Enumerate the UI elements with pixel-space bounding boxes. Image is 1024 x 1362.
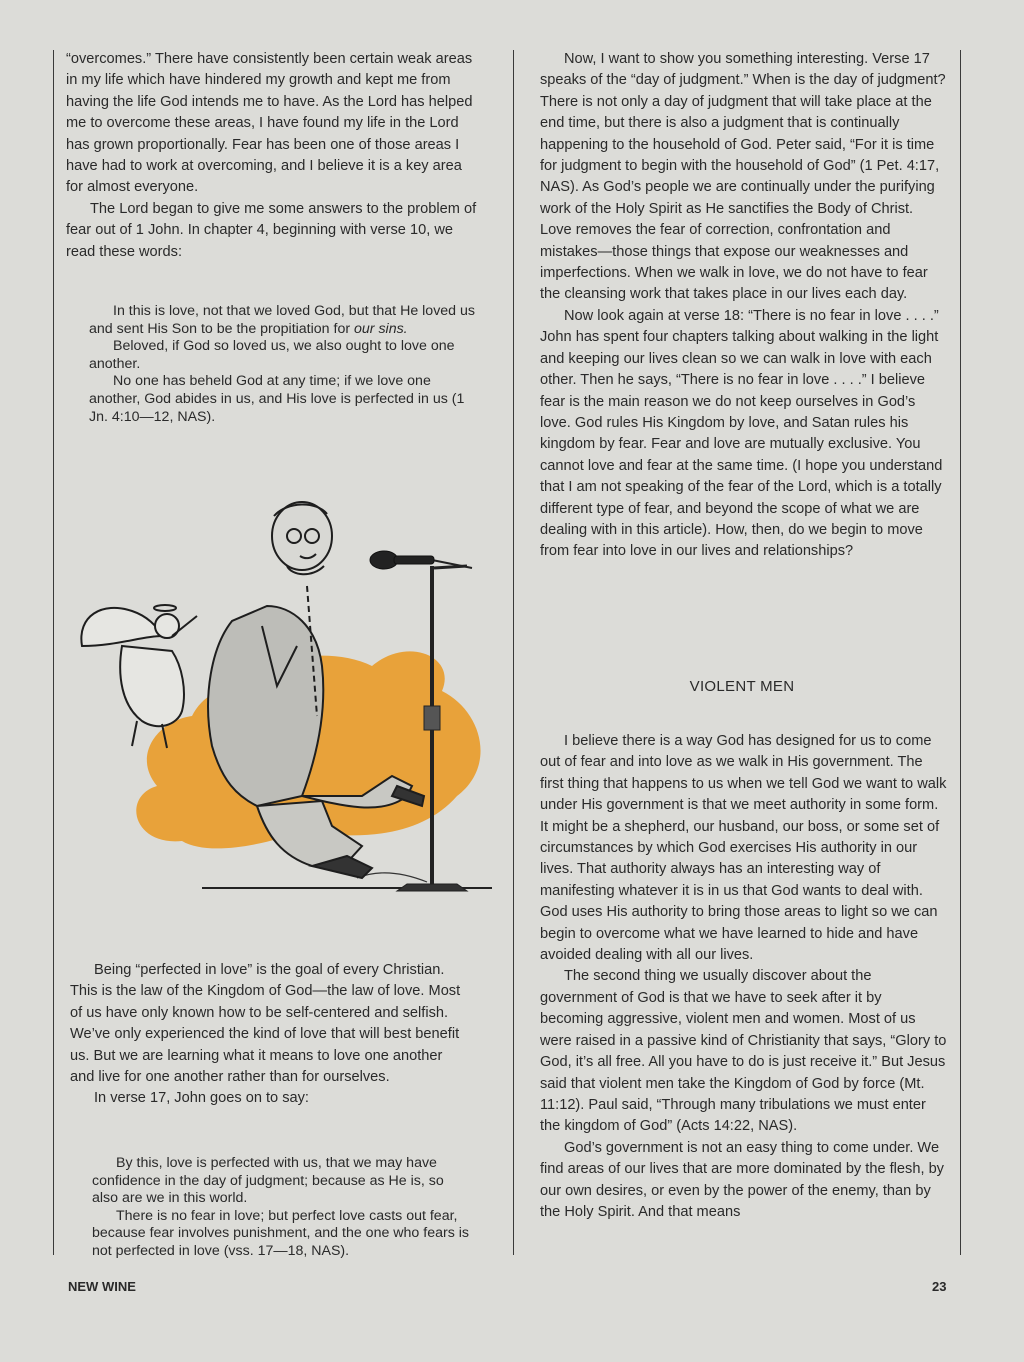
quote-1-verse-12: No one has beheld God at any time; if we love one another, God abides in us, and His love is perfected in us (1 Jn. 4:10—12, NAS).	[89, 373, 465, 425]
left-paragraph-4: In verse 17, John goes on to say:	[94, 1090, 309, 1107]
quote-1-verse-10: In this is love, not that we loved God, but that He loved us and sent His Son to be the propitiation for our sins.	[89, 303, 475, 337]
right-column-bottom	[540, 731, 948, 1223]
right-column-top	[540, 49, 948, 563]
magazine-name: NEW WINE	[68, 1279, 136, 1294]
quote-2-verse-18: There is no fear in love; but perfect love casts out fear, because fear involves punishment, and the one who fears is not perfected in love (vss. 17—18, NAS).	[92, 1207, 469, 1259]
right-paragraph-5: God’s government is not an easy thing to come under. We find areas of our lives that are more dominated by the flesh, by our own desires, or even by the power of the enemy, than by the Holy Spirit. And that means	[540, 1139, 944, 1220]
right-rule-outer	[960, 50, 961, 1255]
left-paragraph-2: The Lord began to give me some answers to the problem of fear out of 1 John. In chapter 4, beginning with verse 10, we read these words:	[66, 200, 477, 260]
left-paragraph-3: Being “perfected in love” is the goal of every Christian. This is the law of the Kingdom of God—the law of love. Most of us have only known how to be self-centered and selfish. We’ve only experienced the kind of love that will best benefit us. But we are learning what it means to love one another and live for one another rather than for ourselves.	[70, 962, 461, 1086]
scripture-quote-1	[89, 303, 477, 426]
left-column-bottom	[70, 960, 464, 1110]
scripture-quote-2	[92, 1155, 472, 1261]
left-paragraph-1: “overcomes.” There have consistently been certain weak areas in my life which have hindered my growth and kept me from having the life God intends me to have. As the Lord has helped me to overcome these areas, I have found my life in the Lord has grown proportionally. Fear has been one of those areas I have had to work at overcoming, and I believe it is a key area for almost everyone.	[66, 51, 473, 196]
quote-2-verse-17: By this, love is perfected with us, that we may have confidence in the day of judgment; because as He is, so also are we in this world.	[92, 1155, 444, 1207]
right-paragraph-3: I believe there is a way God has designed for us to come out of fear and into love as we walk in His government. The first thing that happens to us when we tell God we want to walk under His government is that we meet authority in some form. It might be a shepherd, our husband, our boss, or some set of circumstances by which God exercises His authority in our lives. That authority always has an interesting way of manifesting whatever it is in us that God wants to deal with. God uses His authority to bring those areas to light so we can begin to overcome what we have learned to hide and have avoided dealing with all our lives.	[540, 733, 947, 964]
section-heading: VIOLENT MEN	[689, 678, 795, 695]
right-paragraph-2: Now look again at verse 18: “There is no fear in love . . . .” John has spent four chapters talking about walking in the light and keeping our lives clean so we can walk in love with each other. Then he says, “There is no fear in love . . . .” I believe fear is the main reason we do not keep ourselves in God’s love. God rules His Kingdom by love, and Satan rules his kingdom by fear. Fear and love are mutually exclusive. You cannot love and fear at the same time. (I hope you understand that I am not speaking of the fear of the Lord, which is a totally different type of fear, and beyond the scope of what we are dealing with in this article). How, then, do we begin to move from fear into love in our lives and relationships?	[540, 307, 943, 560]
right-paragraph-4: The second thing we usually discover about the government of God is that we have to seek after it by becoming aggressive, violent men and women. Most of us were raised in a passive kind of Christianity that says, “Glory to God, it’s all free. All you have to do is just receive it.” But Jesus said that violent men take the Kingdom of God by force (Mt. 11:12). Paul said, “Through many tribulations we must enter the kingdom of God” (Acts 14:22, NAS).	[540, 968, 947, 1135]
microphone	[370, 551, 434, 569]
right-paragraph-1: Now, I want to show you something interesting. Verse 17 speaks of the “day of judgment.” When is the day of judgment? There is not only a day of judgment that will take place at the end time, but there is also a judgment that is continually happening to the household of God. Peter said, “For it is time for judgment to begin with the household of God” (1 Pet. 4:17, NAS). As God’s people we are continually under the purifying work of the Holy Spirit as He sanctifies the Body of Christ. Love removes the fear of correction, confrontation and mistakes—those things that expose our weaknesses and imperfections. When we walk in love, we do not have to fear the cleansing work that takes place in our lives each day.	[540, 51, 946, 303]
center-rule-left	[513, 50, 514, 1255]
quote-1-verse-11: Beloved, if God so loved us, we also ought to love one another.	[89, 338, 455, 372]
left-column-top	[66, 49, 478, 263]
page-number: 23	[932, 1279, 947, 1294]
cartoon-illustration	[62, 496, 502, 900]
left-rule-outer	[53, 50, 54, 1255]
